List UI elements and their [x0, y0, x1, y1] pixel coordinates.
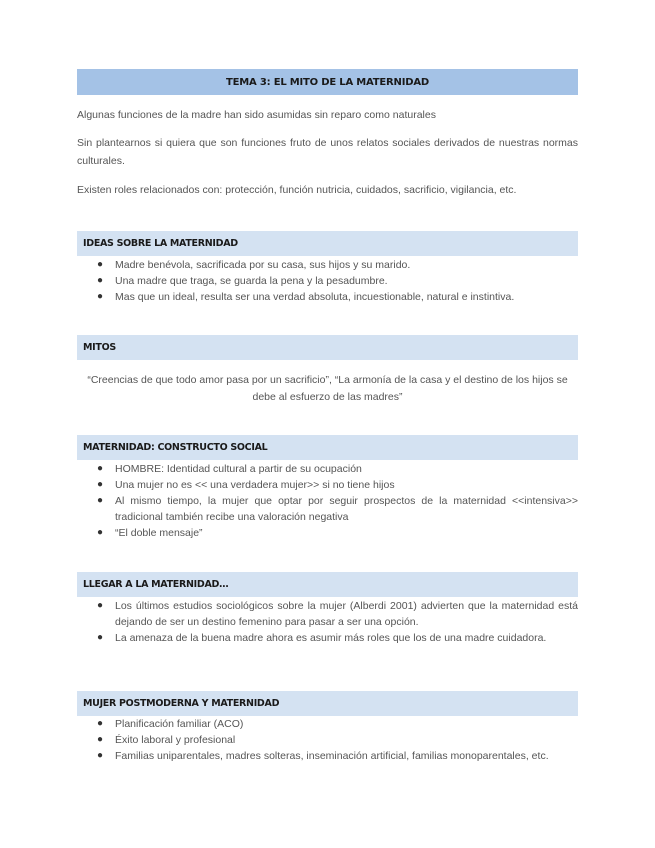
list-item: ● La amenaza de la buena madre ahora es asumir más roles que los de una madre cuidadora. — [97, 632, 547, 644]
bullet-icon: ● — [97, 734, 104, 745]
list-item: ● Planificación familiar (ACO) — [97, 718, 244, 730]
bullet-icon: ● — [97, 479, 104, 490]
section-heading-llegar: LLEGAR A LA MATERNIDAD… — [77, 572, 578, 597]
intro-paragraph-2: Sin plantearnos si quiera que son funciones fruto de unos relatos sociales derivados de nuestras normas culturales. — [77, 137, 578, 167]
section-heading-postmoderna: MUJER POSTMODERNA Y MATERNIDAD — [77, 691, 578, 716]
bullet-icon: ● — [97, 463, 104, 474]
intro-paragraph-3: Existen roles relacionados con: protección, función nutricia, cuidados, sacrificio, vigilancia, etc. — [77, 184, 517, 196]
bullet-icon: ● — [97, 291, 104, 302]
section-ideas-list — [77, 257, 578, 305]
list-item: ● Familias uniparentales, madres solteras, inseminación artificial, familias monoparentales, etc. — [97, 750, 549, 762]
section-constructo-list — [77, 461, 578, 541]
list-item: ● Los últimos estudios sociológicos sobre la mujer (Alberdi 2001) advierten que la maternidad está dejando de ser un destino femenino para pasar a ser una opción. — [97, 600, 578, 628]
section-postmoderna-list — [77, 716, 578, 764]
list-item: ● Mas que un ideal, resulta ser una verdad absoluta, incuestionable, natural e instintiva. — [97, 291, 515, 303]
intro-paragraph-1: Algunas funciones de la madre han sido asumidas sin reparo como naturales — [77, 109, 436, 121]
mitos-quote: “Creencias de que todo amor pasa por un sacrificio”, “La armonía de la casa y el destino de los hijos se debe al esfuerzo de las madres” — [87, 374, 568, 403]
section-llegar-list — [77, 598, 578, 646]
list-item: ● Una madre que traga, se guarda la pena y la pesadumbre. — [97, 275, 388, 287]
section-heading-mitos: MITOS — [77, 335, 578, 360]
list-item: ● Una mujer no es << una verdadera mujer>> si no tiene hijos — [97, 479, 395, 491]
bullet-icon: ● — [97, 600, 104, 611]
bullet-icon: ● — [97, 718, 104, 729]
list-item: ● Madre benévola, sacrificada por su casa, sus hijos y su marido. — [97, 259, 411, 271]
list-item: ● HOMBRE: Identidad cultural a partir de su ocupación — [97, 463, 362, 475]
section-heading-constructo: MATERNIDAD: CONSTRUCTO SOCIAL — [77, 435, 578, 460]
list-item: ● Al mismo tiempo, la mujer que optar por seguir prospectos de la maternidad <<intensiva>> tradicional también recibe una valoración negativa — [97, 495, 578, 523]
bullet-icon: ● — [97, 495, 104, 506]
bullet-icon: ● — [97, 750, 104, 761]
list-item: ● Éxito laboral y profesional — [97, 734, 236, 746]
bullet-icon: ● — [97, 527, 104, 538]
list-item: ● “El doble mensaje” — [97, 527, 203, 539]
document-title: TEMA 3: EL MITO DE LA MATERNIDAD — [77, 69, 578, 95]
bullet-icon: ● — [97, 275, 104, 286]
bullet-icon: ● — [97, 259, 104, 270]
section-heading-ideas: IDEAS SOBRE LA MATERNIDAD — [77, 231, 578, 256]
bullet-icon: ● — [97, 632, 104, 643]
